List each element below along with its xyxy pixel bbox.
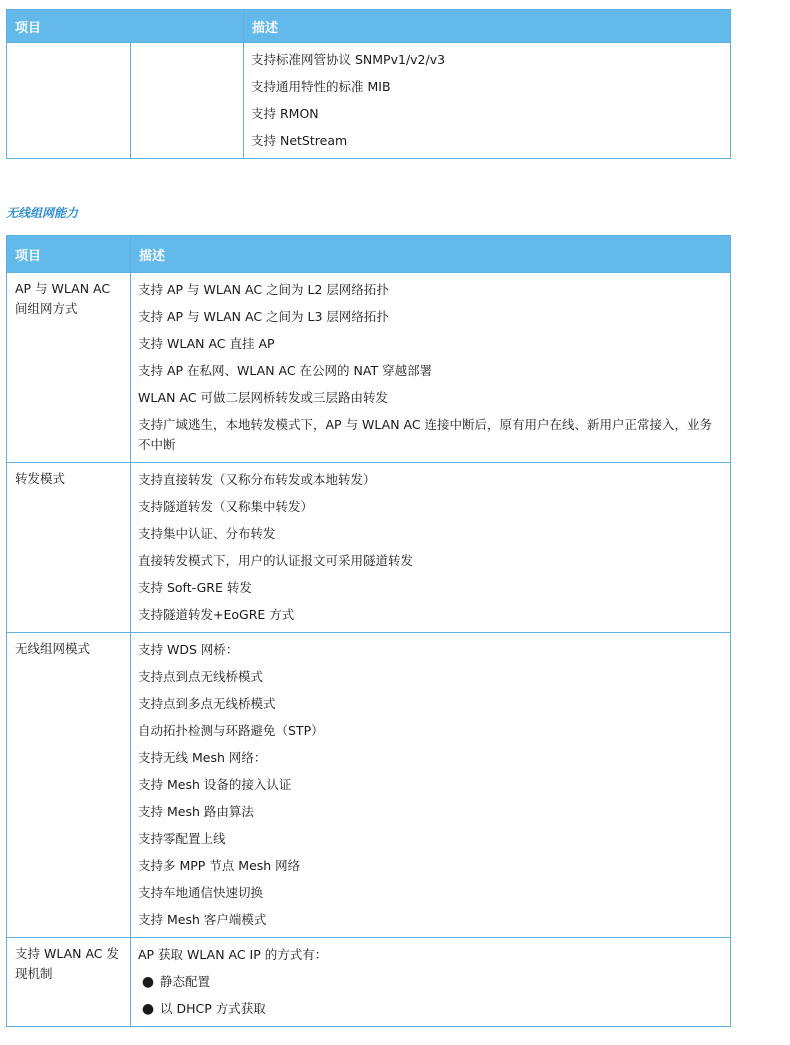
- desc-line: 支持多 MPP 节点 Mesh 网络: [138, 858, 301, 873]
- section-title: 无线组网能力: [6, 206, 79, 220]
- desc-cell: [244, 43, 731, 159]
- table-header-row: [7, 10, 731, 43]
- desc-line: 支持直接转发（又称分布转发或本地转发）: [138, 472, 376, 487]
- desc-line: 支持 AP 与 WLAN AC 之间为 L3 层网络拓扑: [138, 309, 389, 324]
- desc-line: AP 获取 WLAN AC IP 的方式有：: [138, 947, 328, 962]
- desc-cell: [131, 463, 731, 633]
- desc-line: 支持无线 Mesh 网络：: [138, 750, 267, 765]
- header-item: 项目: [7, 10, 244, 43]
- table-row: [7, 938, 731, 1027]
- item-cell: 转发模式: [7, 463, 131, 633]
- bullet-text: 静态配置: [160, 974, 211, 989]
- item-cell: 无线组网模式: [7, 633, 131, 938]
- table-row: [7, 43, 731, 159]
- bullet-list-item: [131, 969, 730, 996]
- table-row: [7, 273, 731, 463]
- desc-line: WLAN AC 可做二层网桥转发或三层路由转发: [138, 390, 389, 405]
- bullet-dot-icon: ●: [141, 1001, 155, 1017]
- bullet-text: 以 DHCP 方式获取: [160, 1001, 266, 1016]
- desc-line: 支持广域逃生，本地转发模式下，AP 与 WLAN AC 连接中断后，原有用户在线、新用户正常接入，业务不中断: [138, 417, 713, 452]
- item-cell: [7, 43, 131, 159]
- desc-line: 支持点到点无线桥模式: [138, 669, 264, 684]
- bullet-dot-icon: ●: [141, 974, 155, 990]
- desc-line: 支持零配置上线: [138, 831, 226, 846]
- table-header-row: [7, 236, 731, 273]
- desc-cell: [131, 273, 731, 463]
- desc-line: 支持车地通信快速切换: [138, 885, 264, 900]
- desc-line: 支持隧道转发（又称集中转发）: [138, 499, 314, 514]
- desc-line: 支持 RMON: [251, 106, 319, 121]
- desc-line: 直接转发模式下，用户的认证报文可采用隧道转发: [138, 553, 414, 568]
- desc-line: 支持通用特性的标准 MIB: [251, 79, 391, 94]
- desc-line: 支持集中认证、分布转发: [138, 526, 276, 541]
- desc-line: 支持 NetStream: [251, 133, 348, 148]
- desc-line: 支持 Mesh 设备的接入认证: [138, 777, 292, 792]
- header-desc: 描述: [131, 236, 731, 273]
- header-item: 项目: [7, 236, 131, 273]
- desc-line: 支持标准网管协议 SNMPv1/v2/v3: [251, 52, 446, 67]
- item-cell: AP 与 WLAN AC 间组网方式: [7, 273, 131, 463]
- desc-line: 支持 Soft-GRE 转发: [138, 580, 252, 595]
- desc-line: 自动拓扑检测与环路避免（STP）: [138, 723, 324, 738]
- header-desc: 描述: [244, 10, 731, 43]
- desc-line: 支持隧道转发+EoGRE 方式: [138, 607, 295, 622]
- item-cell: 支持 WLAN AC 发现机制: [7, 938, 131, 1027]
- desc-line: 支持 Mesh 路由算法: [138, 804, 254, 819]
- wireless-networking-table: [6, 235, 731, 1027]
- desc-line: 支持 WDS 网桥：: [138, 642, 239, 657]
- desc-line: 支持点到多点无线桥模式: [138, 696, 276, 711]
- desc-line: 支持 WLAN AC 直挂 AP: [138, 336, 275, 351]
- bullet-list-item: [131, 996, 730, 1023]
- table-row: [7, 463, 731, 633]
- desc-cell: [131, 633, 731, 938]
- management-table: [6, 9, 731, 159]
- desc-line: 支持 Mesh 客户端模式: [138, 912, 267, 927]
- table-row: [7, 633, 731, 938]
- desc-cell: [131, 938, 731, 1027]
- desc-line: 支持 AP 与 WLAN AC 之间为 L2 层网络拓扑: [138, 282, 389, 297]
- desc-line: 支持 AP 在私网、WLAN AC 在公网的 NAT 穿越部署: [138, 363, 433, 378]
- sub-item-cell: [131, 43, 244, 159]
